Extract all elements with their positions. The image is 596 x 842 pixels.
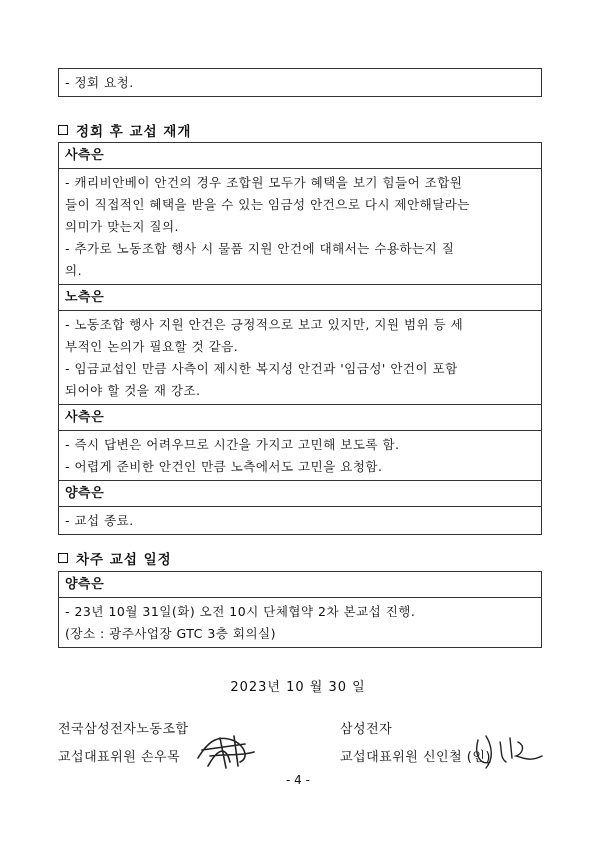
text-line: (장소 : 광주사업장 GTC 3층 회의실) (65, 626, 276, 641)
block-body (59, 310, 541, 404)
document-date: 2023년 10 월 30 일 (230, 680, 366, 695)
text-line: 되어야 할 것을 재 강조. (65, 383, 201, 398)
text-line: - 추가로 노동조합 행사 시 물품 지원 안건에 대해서는 수용하는지 질 (65, 241, 455, 256)
section-title-next-schedule (58, 548, 172, 568)
block-header: 사측은 (59, 404, 541, 430)
block-header: 사측은 (59, 143, 541, 168)
right-rep: 교섭대표위원 신인철 (인) (340, 750, 491, 765)
text-line: 부적인 논의가 필요할 것 같음. (65, 339, 239, 354)
continuation-box (58, 68, 542, 97)
left-org: 전국삼성전자노동조합 (58, 722, 189, 737)
page-number: - 4 - (286, 773, 310, 787)
block-body (59, 430, 541, 480)
continuation-row (59, 69, 541, 96)
text-line: - 교섭 종료. (65, 513, 134, 528)
section-title-text: 차주 교섭 일정 (76, 552, 172, 568)
text-line: - 23년 10월 31일(화) 오전 10시 단체협약 2차 본교섭 진행. (65, 604, 416, 619)
square-bullet-icon (58, 125, 68, 135)
block-body (59, 168, 541, 284)
text-line: - 즉시 답변은 어려우므로 시간을 가지고 고민해 보도록 함. (65, 437, 400, 452)
right-signature-scribble-icon (472, 728, 548, 772)
left-signature-scribble-icon (190, 728, 260, 772)
left-rep: 교섭대표위원 손우목 (58, 750, 181, 765)
text-line: 의. (65, 263, 83, 278)
block-header: 노측은 (59, 284, 541, 310)
text-line: - 정회 요청. (65, 75, 134, 90)
section-title-text: 정회 후 교섭 재개 (76, 124, 192, 140)
text-line: - 임금교섭인 만큼 사측이 제시한 복지성 안건과 '임금성' 안건이 포함 (65, 361, 458, 376)
section2-box (58, 571, 542, 648)
section-title-resume (58, 120, 191, 140)
block-header: 양측은 (59, 480, 541, 506)
text-line: - 어렵게 준비한 안건인 만큼 노측에서도 고민을 요청함. (65, 459, 383, 474)
text-line: 들이 직접적인 혜택을 받을 수 있는 임금성 안건으로 다시 제안해달라는 (65, 197, 470, 212)
text-line: - 노동조합 행사 지원 안건은 긍정적으로 보고 있지만, 지원 범위 등 세 (65, 317, 464, 332)
right-org: 삼성전자 (340, 722, 393, 737)
text-line: 의미가 맞는지 질의. (65, 219, 180, 234)
section1-box (58, 142, 542, 535)
block-body (59, 506, 541, 534)
square-bullet-icon (58, 553, 68, 563)
text-line: - 캐리비안베이 안건의 경우 조합원 모두가 혜택을 보기 힘들어 조합원 (65, 175, 463, 190)
block-body (59, 597, 541, 647)
block-header: 양측은 (59, 572, 541, 597)
